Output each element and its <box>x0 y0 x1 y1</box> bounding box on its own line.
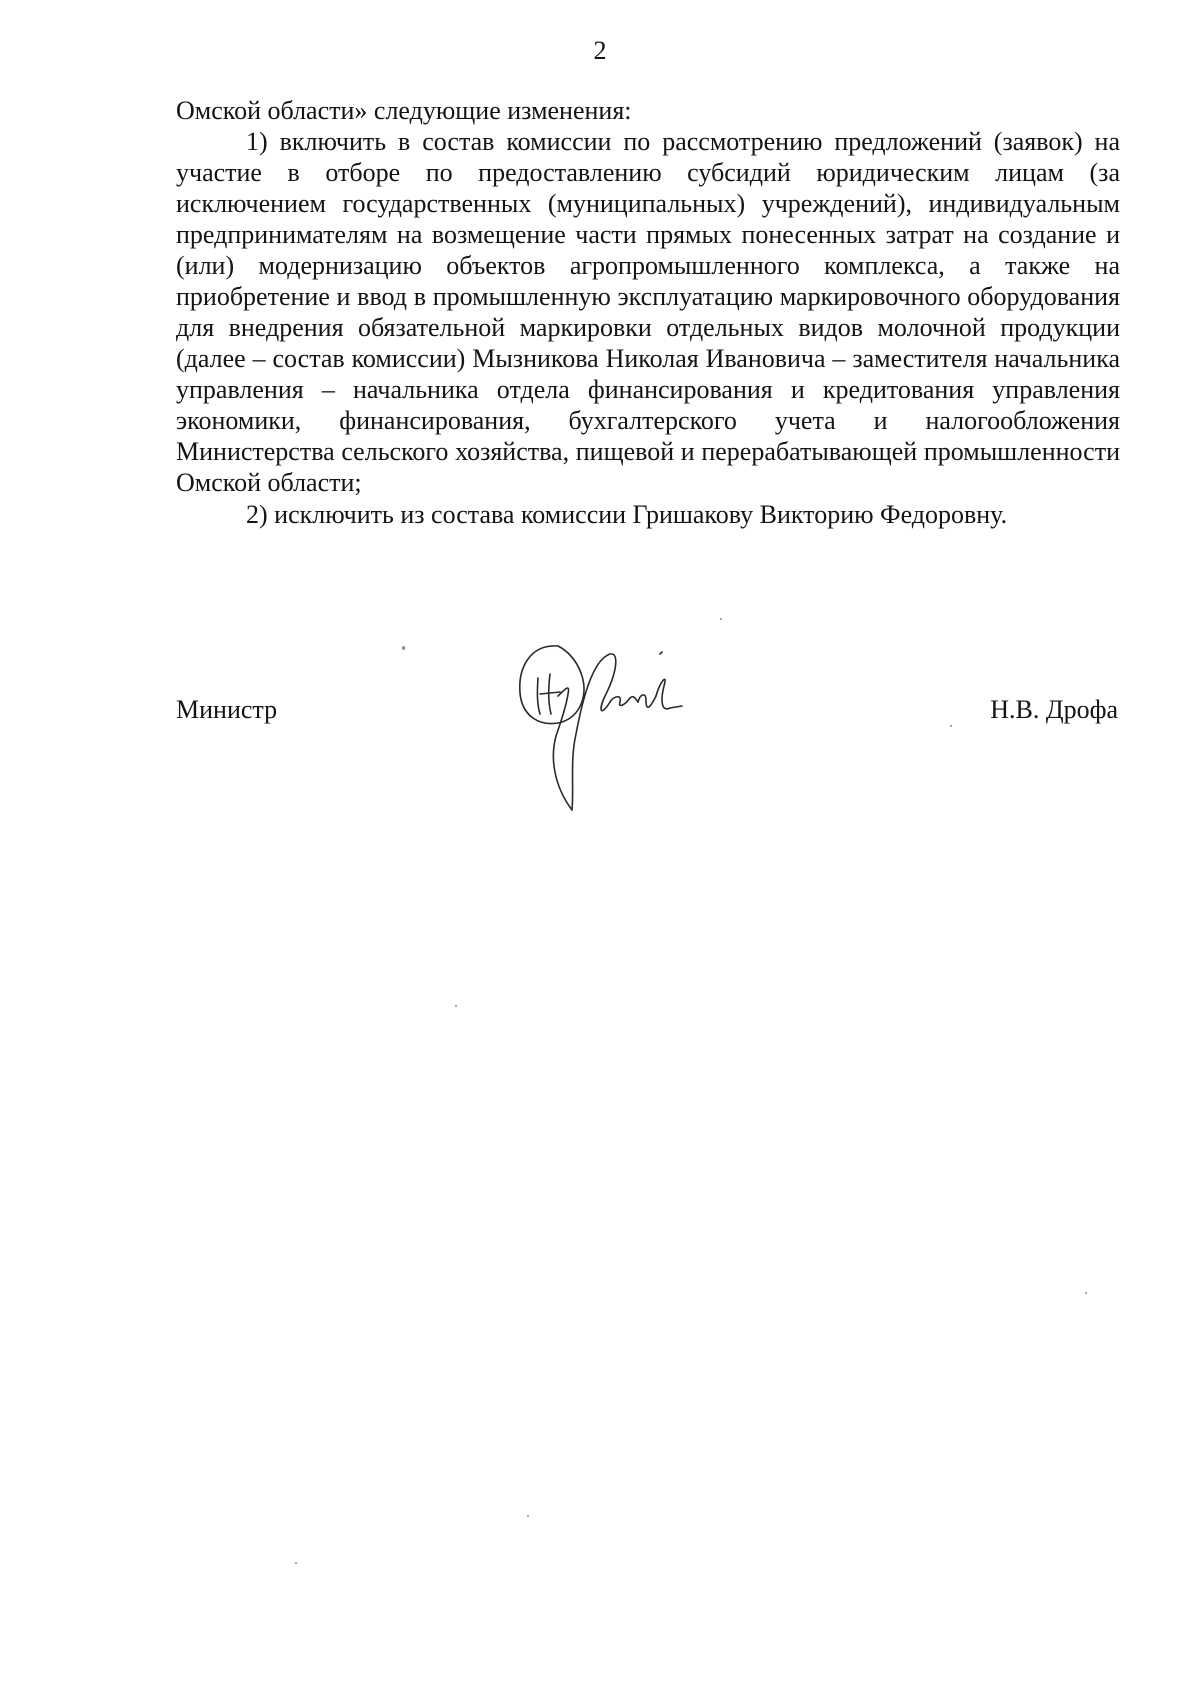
paragraph-item-1: 1) включить в состав комиссии по рассмотрению предложений (заявок) на участие в отборе по предоставлению субсидий юридическим лицам (за исключением государственных (муниципальных) учреждений), индивидуальным предпринимателям на возмещение части прямых понесенных затрат на создание и (или) модернизацию объектов агропромышленного комплекса, а также на приобретение и ввод в промышленную эксплуатацию маркировочного оборудования для внедрения обязательной маркировки отдельных видов молочной продукции (далее – состав комиссии) Мызникова Николая Ивановича – заместителя начальника управления – начальника отдела финансирования и кредитования управления экономики, финансирования, бухгалтерского учета и налогообложения Министерства сельского хозяйства, пищевой и перерабатывающей промышленности Омской области; <box>176 127 1120 497</box>
scan-speck <box>720 618 722 620</box>
scan-speck <box>950 725 952 727</box>
scan-speck <box>1085 1292 1087 1294</box>
page-number: 2 <box>593 36 607 65</box>
handwritten-signature <box>510 638 730 828</box>
paragraph-intro: Омской области» следующие изменения: <box>176 96 632 125</box>
scan-speck <box>455 1005 457 1007</box>
paragraph-item-2: 2) исключить из состава комиссии Гришакову Викторию Федоровну. <box>246 500 1008 529</box>
signature-signatory-name: Н.В. Дрофа <box>990 695 1118 724</box>
scan-speck <box>527 1515 529 1517</box>
document-body <box>176 95 1120 530</box>
scan-speck <box>402 646 405 650</box>
signature-position-title: Министр <box>176 695 278 724</box>
scan-speck <box>295 1562 297 1564</box>
